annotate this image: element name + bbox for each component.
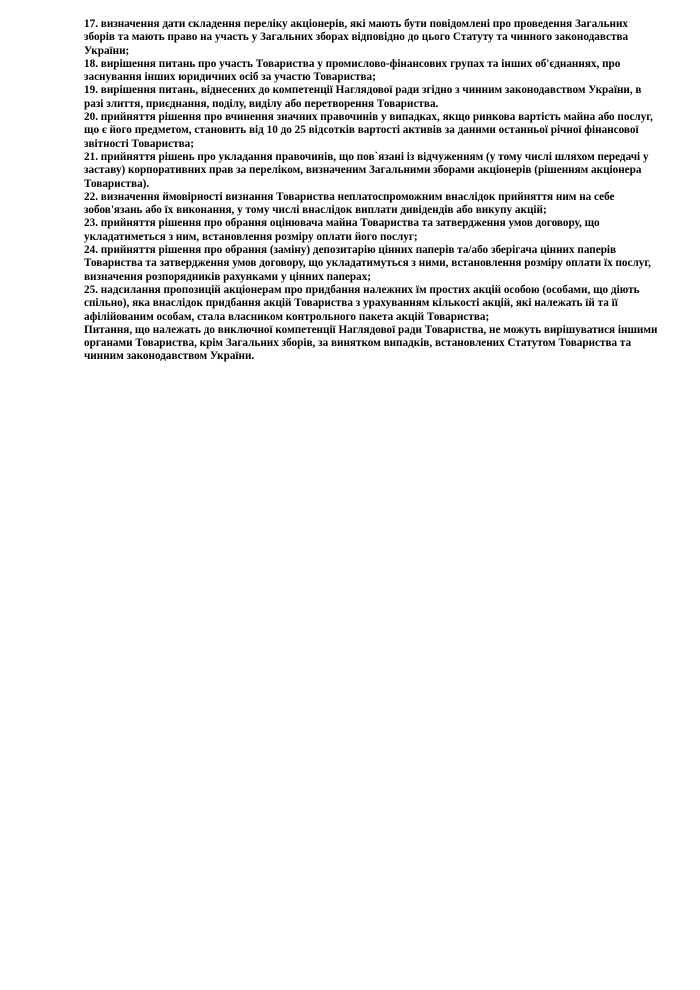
paragraph-item-20: 20. прийняття рішення про вчинення значних правочинів у випадках, якщо ринкова вартість майна або послуг, що є його предметом, становить від 10 до 25 відсотків вартості активів за даними останньої річної фінансової звітності Товариства; xyxy=(84,111,653,150)
paragraph-item-25: 25. надсилання пропозицій акціонерам про придбання належних їм простих акцій особою (особами, що діють спільно), яка внаслідок придбання акцій Товариства з урахуванням кількості акцій, які належать їй та її афілійованим особам, стала власником контрольного пакета акцій Товариства; xyxy=(84,283,640,323)
paragraph-item-22: 22. визначення ймовірності визнання Товариства неплатоспроможним внаслідок прийняття ним на себе зобов'язань або їх виконання, у тому числі внаслідок виплати дивідендів або викупу акцій; xyxy=(84,190,615,217)
paragraph-item-24: 24. прийняття рішення про обрання (заміну) депозитарію цінних паперів та/або зберігача цінних паперів Товариства та затвердження умов договору, що укладатимуться з ними, встановлення розміру оплати їх послуг, визначення розпорядників рахунками у цінних паперах; xyxy=(84,244,651,283)
paragraph-item-19: 19. вирішення питань, віднесених до компетенції Наглядової ради згідно з чинним законодавством України, в разі злиття, приєднання, поділу, виділу або перетворення Товариства. xyxy=(84,84,642,110)
document-body xyxy=(84,18,658,364)
paragraph-item-17: 17. визначення дати складення переліку акціонерів, які мають бути повідомлені про проведення Загальних зборів та мають право на участь у Загальних зборах відповідно до цього Статуту та чинного законодавства України; xyxy=(84,18,629,57)
paragraph-item-18: 18. вирішення питань про участь Товариства у промислово-фінансових групах та інших об'єднаннях, про заснування інших юридичних осіб за участю Товариства; xyxy=(84,57,621,84)
paragraph-item-23: 23. прийняття рішення про обрання оцінювача майна Товариства та затвердження умов договору, що укладатиметься з ним, встановлення розміру оплати його послуг; xyxy=(84,217,600,243)
closing-paragraph: Питання, що належать до виключної компетенції Наглядової ради Товариства, не можуть вирішуватися іншими органами Товариства, крім Загальних зборів, за винятком випадків, встановлених Статутом Товариства та чинним законодавством України. xyxy=(84,323,658,363)
paragraph-item-21: 21. прийняття рішень про укладання правочинів, що пов`язані із відчуженням (у тому числі шляхом передачі у заставу) корпоративних прав за переліком, визначеним Загальними зборами акціонерів (рішенням акціонера Товариства). xyxy=(84,150,649,190)
